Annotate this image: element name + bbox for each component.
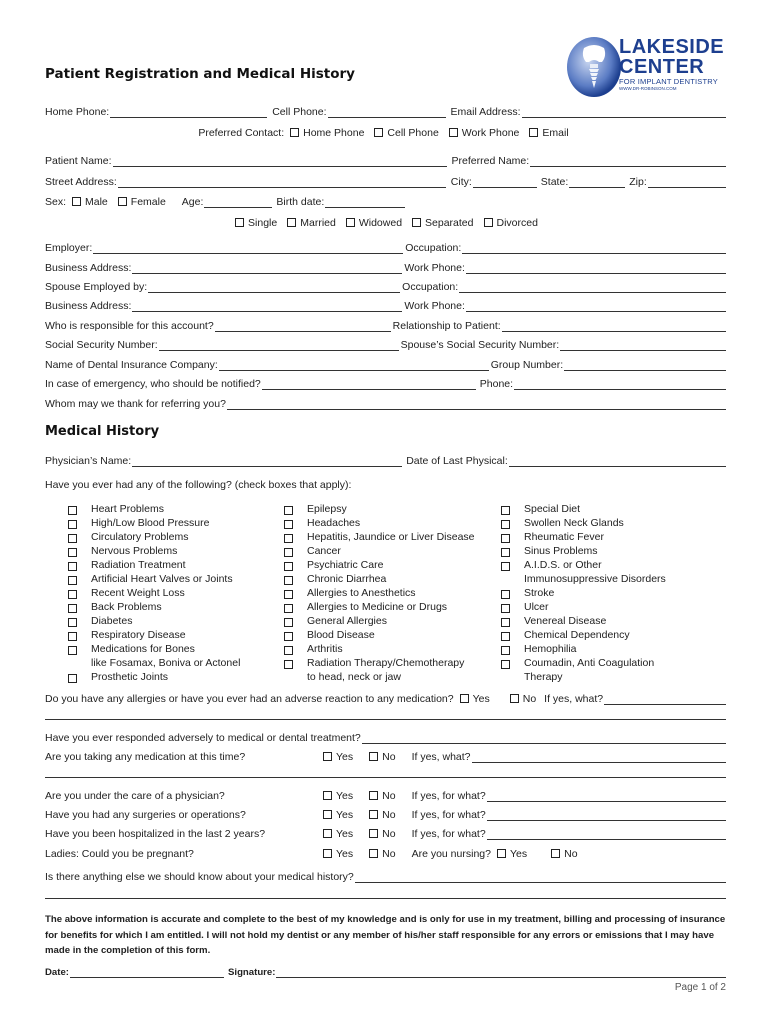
condition-label: General Allergies <box>307 615 387 627</box>
medication-extra-line[interactable] <box>45 777 726 778</box>
preferred-contact-label: Preferred Contact: <box>198 127 285 139</box>
conditions-column-3 <box>501 502 666 684</box>
condition-checkbox[interactable] <box>501 660 510 669</box>
email-checkbox[interactable] <box>529 128 538 137</box>
street-address-field[interactable] <box>118 177 446 188</box>
condition-label: Arthritis <box>307 643 343 655</box>
home-phone-checkbox[interactable] <box>290 128 299 137</box>
nursing-no-label: No <box>564 848 578 860</box>
insurance-field[interactable] <box>219 360 489 371</box>
cell-phone-checkbox[interactable] <box>374 128 383 137</box>
condition-label: Stroke <box>524 587 555 599</box>
pregnant-no-checkbox[interactable] <box>369 849 378 858</box>
signature-label: Signature: <box>228 967 276 978</box>
allergy-row <box>45 691 726 705</box>
condition-label: Hemophilia <box>524 643 577 655</box>
phone-label: Phone: <box>479 378 514 390</box>
condition-label: Artificial Heart Valves or Joints <box>91 573 233 585</box>
birth-date-field[interactable] <box>325 197 405 208</box>
patient-name-field[interactable] <box>113 156 447 167</box>
date-field[interactable] <box>70 967 224 978</box>
condition-label: Rheumatic Fever <box>524 531 604 543</box>
condition-checkbox[interactable] <box>501 548 510 557</box>
condition-checkbox[interactable] <box>68 506 77 515</box>
condition-label: Diabetes <box>91 615 133 627</box>
physician-name-label: Physician’s Name: <box>45 455 132 467</box>
address-row <box>45 174 726 188</box>
work-phone2-label: Work Phone: <box>404 300 465 312</box>
condition-label: Cancer <box>307 545 341 557</box>
city-label: City: <box>450 176 472 188</box>
condition-label: Chronic Diarrhea <box>307 573 387 585</box>
hospitalized-question: Have you been hospitalized in the last 2 years? <box>45 828 266 840</box>
work-phone-field[interactable] <box>466 263 726 274</box>
condition-label: Back Problems <box>91 601 162 613</box>
relationship-label: Relationship to Patient: <box>392 320 501 332</box>
condition-checkbox[interactable] <box>501 534 510 543</box>
condition-checkbox[interactable] <box>68 534 77 543</box>
condition-label: Circulatory Problems <box>91 531 189 543</box>
option-cell-phone: Cell Phone <box>387 127 439 139</box>
condition-checkbox[interactable] <box>68 604 77 613</box>
business-address-row <box>45 260 726 274</box>
condition-label: Ulcer <box>524 601 549 613</box>
spouse-employed-field[interactable] <box>148 282 400 293</box>
home-phone-label: Home Phone: <box>45 106 110 118</box>
condition-checkbox[interactable] <box>284 506 293 515</box>
condition-label: Allergies to Anesthetics <box>307 587 416 599</box>
condition-checkbox[interactable] <box>284 520 293 529</box>
surgeries-if-yes-label: If yes, for what? <box>411 809 486 821</box>
condition-label: Heart Problems <box>91 503 164 515</box>
spouse-employer-row <box>45 279 726 293</box>
medication-if-yes-label: If yes, what? <box>411 751 471 763</box>
condition-checkbox[interactable] <box>284 534 293 543</box>
option-married: Married <box>300 217 336 229</box>
hospitalized-if-yes-field[interactable] <box>487 829 726 840</box>
work-phone-checkbox[interactable] <box>449 128 458 137</box>
option-work-phone: Work Phone <box>461 127 520 139</box>
spouse-ssn-label: Spouse’s Social Security Number: <box>400 339 560 351</box>
employer-row <box>45 240 726 254</box>
condition-checkbox[interactable] <box>284 548 293 557</box>
sex-age-row <box>45 194 726 208</box>
condition-label: High/Low Blood Pressure <box>91 517 210 529</box>
surgeries-row <box>45 807 726 821</box>
spouse-employed-label: Spouse Employed by: <box>45 281 148 293</box>
condition-label: Headaches <box>307 517 361 529</box>
city-field[interactable] <box>473 177 537 188</box>
medication-yes-checkbox[interactable] <box>323 752 332 761</box>
condition-checkbox[interactable] <box>284 590 293 599</box>
logo-text <box>619 37 724 92</box>
option-home-phone: Home Phone <box>303 127 365 139</box>
preferred-name-field[interactable] <box>530 156 726 167</box>
patient-name-row <box>45 153 726 167</box>
condition-label: to head, neck or jaw <box>307 671 401 683</box>
condition-label: Swollen Neck Glands <box>524 517 624 529</box>
condition-checkbox[interactable] <box>501 562 510 571</box>
female-checkbox[interactable] <box>118 197 127 206</box>
condition-checkbox[interactable] <box>501 520 510 529</box>
medication-row <box>45 749 726 763</box>
condition-label: like Fosamax, Boniva or Actonel <box>91 657 241 669</box>
zip-field[interactable] <box>648 177 726 188</box>
care-yes-checkbox[interactable] <box>323 791 332 800</box>
medication-no-checkbox[interactable] <box>369 752 378 761</box>
male-checkbox[interactable] <box>72 197 81 206</box>
care-yes-label: Yes <box>336 790 354 802</box>
page-title: Patient Registration and Medical History <box>45 66 355 82</box>
separated-checkbox[interactable] <box>412 218 421 227</box>
condition-checkbox[interactable] <box>501 632 510 641</box>
ssn-label: Social Security Number: <box>45 339 158 351</box>
business-address2-row <box>45 298 726 312</box>
allergy-if-yes-label: If yes, what? <box>544 693 604 705</box>
occupation-field[interactable] <box>462 243 726 254</box>
allergy-if-yes-field[interactable] <box>604 694 726 705</box>
condition-checkbox[interactable] <box>284 618 293 627</box>
condition-checkbox[interactable] <box>68 576 77 585</box>
condition-checkbox[interactable] <box>68 562 77 571</box>
condition-checkbox[interactable] <box>68 646 77 655</box>
conditions-column-1 <box>68 502 240 684</box>
condition-checkbox[interactable] <box>501 618 510 627</box>
condition-label: Hepatitis, Jaundice or Liver Disease <box>307 531 475 543</box>
surgeries-if-yes-field[interactable] <box>487 810 726 821</box>
single-checkbox[interactable] <box>235 218 244 227</box>
insurance-row <box>45 357 726 371</box>
condition-checkbox[interactable] <box>284 604 293 613</box>
zip-label: Zip: <box>629 176 647 188</box>
condition-checkbox[interactable] <box>68 674 77 683</box>
responsible-field[interactable] <box>215 321 391 332</box>
cell-phone-label: Cell Phone: <box>272 106 327 118</box>
age-field[interactable] <box>204 197 272 208</box>
married-checkbox[interactable] <box>287 218 296 227</box>
birth-date-label: Birth date: <box>276 196 325 208</box>
street-address-label: Street Address: <box>45 176 117 188</box>
pregnant-yes-checkbox[interactable] <box>323 849 332 858</box>
contact-row <box>45 104 726 118</box>
employer-field[interactable] <box>93 243 403 254</box>
widowed-checkbox[interactable] <box>346 218 355 227</box>
condition-label: A.I.D.S. or Other <box>524 559 602 571</box>
allergy-yes-label: Yes <box>472 693 490 705</box>
medication-yes-label: Yes <box>336 751 354 763</box>
care-if-yes-field[interactable] <box>487 791 726 802</box>
option-female: Female <box>130 196 166 208</box>
condition-checkbox[interactable] <box>284 632 293 641</box>
logo-line-2: CENTER <box>619 56 705 78</box>
condition-label: Therapy <box>524 671 563 683</box>
condition-label: Psychiatric Care <box>307 559 384 571</box>
medication-no-label: No <box>382 751 396 763</box>
responsible-row <box>45 318 726 332</box>
occupation-label: Occupation: <box>405 242 462 254</box>
have-you-had-label: Have you ever had any of the following? (check boxes that apply): <box>45 479 352 491</box>
hospitalized-yes-checkbox[interactable] <box>323 829 332 838</box>
surgeries-yes-checkbox[interactable] <box>323 810 332 819</box>
referral-field[interactable] <box>227 399 726 410</box>
condition-label: Recent Weight Loss <box>91 587 185 599</box>
pregnant-yes-label: Yes <box>336 848 354 860</box>
condition-label: Radiation Therapy/Chemotherapy <box>307 657 465 669</box>
hospitalized-row <box>45 826 726 840</box>
employer-label: Employer: <box>45 242 93 254</box>
surgeries-yes-label: Yes <box>336 809 354 821</box>
referral-label: Whom may we thank for referring you? <box>45 398 226 410</box>
nursing-yes-checkbox[interactable] <box>497 849 506 858</box>
hospitalized-no-label: No <box>382 828 396 840</box>
ssn-row <box>45 337 726 351</box>
option-single: Single <box>248 217 278 229</box>
condition-checkbox[interactable] <box>284 660 293 669</box>
date-label: Date: <box>45 967 69 978</box>
hospitalized-yes-label: Yes <box>336 828 354 840</box>
marital-row <box>45 215 726 229</box>
option-email: Email <box>542 127 569 139</box>
responded-question: Have you ever responded adversely to medical or dental treatment? <box>45 732 361 744</box>
emergency-label: In case of emergency, who should be notified? <box>45 378 261 390</box>
insurance-label: Name of Dental Insurance Company: <box>45 359 218 371</box>
state-field[interactable] <box>569 177 625 188</box>
surgeries-no-label: No <box>382 809 396 821</box>
medication-if-yes-field[interactable] <box>472 752 726 763</box>
condition-checkbox[interactable] <box>501 646 510 655</box>
option-separated: Separated <box>425 217 474 229</box>
condition-label: Coumadin, Anti Coagulation <box>524 657 655 669</box>
medication-question: Are you taking any medication at this time? <box>45 751 246 763</box>
business-address2-label: Business Address: <box>45 300 132 312</box>
patient-name-label: Patient Name: <box>45 155 112 167</box>
condition-label: Epilepsy <box>307 503 347 515</box>
condition-label: Special Diet <box>524 503 581 515</box>
physician-row <box>45 453 726 467</box>
signature-row <box>45 964 726 978</box>
option-divorced: Divorced <box>496 217 538 229</box>
care-no-label: No <box>382 790 396 802</box>
condition-label: Respiratory Disease <box>91 629 186 641</box>
condition-checkbox[interactable] <box>501 590 510 599</box>
emergency-row <box>45 376 726 390</box>
option-male: Male <box>85 196 108 208</box>
condition-label: Radiation Treatment <box>91 559 186 571</box>
preferred-contact-row <box>45 125 726 139</box>
condition-label: Venereal Disease <box>524 615 607 627</box>
responsible-label: Who is responsible for this account? <box>45 320 214 332</box>
nursing-yes-label: Yes <box>509 848 528 860</box>
condition-checkbox[interactable] <box>284 646 293 655</box>
have-you-had-row <box>45 477 726 491</box>
physician-care-question: Are you under the care of a physician? <box>45 790 225 802</box>
divorced-checkbox[interactable] <box>484 218 493 227</box>
group-number-field[interactable] <box>564 360 726 371</box>
logo-line-4: WWW.DR-ROBINSON.COM <box>619 86 677 91</box>
age-label: Age: <box>181 196 204 208</box>
conditions-column-2 <box>284 502 475 684</box>
work-phone-label: Work Phone: <box>404 262 465 274</box>
occupation2-label: Occupation: <box>402 281 459 293</box>
logo-line-3: FOR IMPLANT DENTISTRY <box>619 77 718 86</box>
business-address-label: Business Address: <box>45 262 132 274</box>
condition-checkbox[interactable] <box>68 548 77 557</box>
home-phone-field[interactable] <box>110 107 267 118</box>
preferred-name-label: Preferred Name: <box>451 155 530 167</box>
nursing-no-checkbox[interactable] <box>551 849 560 858</box>
ssn-field[interactable] <box>159 340 399 351</box>
certification-statement: The above information is accurate and complete to the best of my knowledge and is only for use in my treatment, billing and processing of insurance for benefits for which I am entitled. I will not hold my dentist or any member of his/her staff responsible for any errors or emissions that I may have made in the completion of this form. <box>45 914 726 956</box>
condition-label: Sinus Problems <box>524 545 598 557</box>
care-no-checkbox[interactable] <box>369 791 378 800</box>
physician-name-field[interactable] <box>132 456 402 467</box>
cell-phone-field[interactable] <box>328 107 446 118</box>
surgeries-question: Have you had any surgeries or operations? <box>45 809 246 821</box>
work-phone2-field[interactable] <box>466 301 726 312</box>
option-widowed: Widowed <box>358 217 403 229</box>
hospitalized-no-checkbox[interactable] <box>369 829 378 838</box>
responded-row <box>45 730 726 744</box>
condition-checkbox[interactable] <box>68 632 77 641</box>
condition-checkbox[interactable] <box>68 590 77 599</box>
anything-else-row <box>45 869 726 883</box>
email-field[interactable] <box>522 107 726 118</box>
condition-checkbox[interactable] <box>501 604 510 613</box>
condition-checkbox[interactable] <box>68 520 77 529</box>
group-number-label: Group Number: <box>490 359 564 371</box>
phone-field[interactable] <box>514 379 726 390</box>
anything-else-field[interactable] <box>355 872 726 883</box>
spouse-ssn-field[interactable] <box>560 340 726 351</box>
pregnant-question: Ladies: Could you be pregnant? <box>45 848 194 860</box>
condition-checkbox[interactable] <box>68 618 77 627</box>
condition-label: Immunosuppressive Disorders <box>524 573 666 585</box>
allergy-yes-checkbox[interactable] <box>460 694 469 703</box>
relationship-field[interactable] <box>502 321 726 332</box>
condition-checkbox[interactable] <box>284 576 293 585</box>
condition-checkbox[interactable] <box>284 562 293 571</box>
anything-else-question: Is there anything else we should know about your medical history? <box>45 871 354 883</box>
physician-care-row <box>45 788 726 802</box>
last-physical-label: Date of Last Physical: <box>406 455 508 467</box>
medical-history-heading: Medical History <box>45 424 160 439</box>
state-label: State: <box>540 176 569 188</box>
condition-checkbox[interactable] <box>501 506 510 515</box>
emergency-field[interactable] <box>262 379 476 390</box>
condition-label: Chemical Dependency <box>524 629 630 641</box>
nursing-question: Are you nursing? <box>411 848 491 860</box>
last-physical-field[interactable] <box>509 456 726 467</box>
condition-label: Allergies to Medicine or Drugs <box>307 601 448 613</box>
hospitalized-if-yes-label: If yes, for what? <box>411 828 486 840</box>
sex-label: Sex: <box>45 196 67 208</box>
allergy-question: Do you have any allergies or have you ever had an adverse reaction to any medication? <box>45 693 454 705</box>
page-number: Page 1 of 2 <box>674 982 726 993</box>
signature-field[interactable] <box>276 967 726 978</box>
surgeries-no-checkbox[interactable] <box>369 810 378 819</box>
condition-label: Nervous Problems <box>91 545 178 557</box>
allergy-no-label: No <box>522 693 537 705</box>
condition-label: Prosthetic Joints <box>91 671 169 683</box>
care-if-yes-label: If yes, for what? <box>411 790 486 802</box>
pregnant-no-label: No <box>382 848 396 860</box>
allergy-no-checkbox[interactable] <box>510 694 519 703</box>
referral-row <box>45 396 726 410</box>
anything-else-extra-line[interactable] <box>45 898 726 899</box>
business-address-field[interactable] <box>132 263 402 274</box>
logo-line-1: LAKESIDE <box>619 36 725 58</box>
responded-field[interactable] <box>362 733 726 744</box>
business-address2-field[interactable] <box>132 301 402 312</box>
condition-label: Blood Disease <box>307 629 375 641</box>
allergy-extra-line[interactable] <box>45 719 726 720</box>
condition-label: Medications for Bones <box>91 643 195 655</box>
email-label: Email Address: <box>450 106 521 118</box>
pregnant-row <box>45 846 726 860</box>
occupation2-field[interactable] <box>459 282 726 293</box>
